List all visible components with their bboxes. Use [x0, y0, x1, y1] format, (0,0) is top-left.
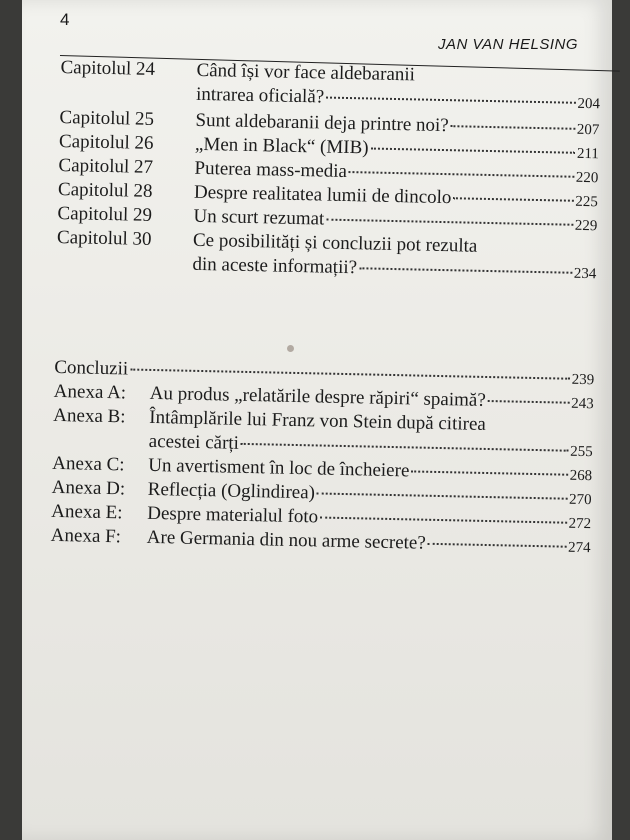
entry-page: 274 [567, 539, 591, 557]
entry-title-line: intrarea oficială? [195, 83, 325, 108]
dot-leader [326, 219, 573, 226]
dot-leader [130, 369, 570, 380]
entry-label: Capitolul 29 [57, 202, 153, 226]
entry-title-line: Despre materialul foto [147, 502, 319, 528]
entry-title-line: Despre realitatea lumii de dincolo [193, 181, 452, 209]
dot-leader [320, 517, 567, 524]
entry-title-line: Are Germania din nou arme secrete? [146, 526, 426, 554]
entry-label: Anexa D: [51, 476, 126, 500]
entry-page: 211 [576, 145, 600, 163]
entry-page: 268 [569, 467, 593, 485]
entry-page: 204 [577, 95, 601, 113]
entry-text [196, 59, 601, 116]
toc-entry [56, 226, 597, 285]
entry-title-line: Sunt aldebaranii deja printre noi? [195, 109, 449, 137]
entry-label: Anexa E: [51, 500, 123, 524]
dot-leader [488, 400, 569, 404]
entry-label: Capitolul 25 [59, 106, 155, 130]
toc-entry [53, 404, 594, 463]
entry-title-line: acestei cărți [148, 430, 240, 454]
entry-title-line: Concluzii [54, 356, 129, 380]
dot-leader [453, 197, 573, 202]
entry-label: Capitolul 26 [58, 130, 154, 154]
entry-label: Capitolul 30 [56, 226, 152, 250]
entry-label: Capitolul 28 [57, 178, 153, 202]
entry-page: 234 [573, 265, 597, 283]
entry-title-line: Au produs „relatările despre răpiri“ spaimă? [149, 382, 486, 411]
entry-page: 229 [574, 217, 598, 235]
entry-title-line: Ce posibilități și concluzii pot rezulta [192, 229, 478, 257]
entry-page: 207 [576, 121, 600, 139]
dot-leader [241, 443, 568, 452]
entry-title-line: Întâmplările lui Franz von Stein după citirea [149, 406, 487, 435]
dot-leader [359, 267, 572, 273]
dot-leader [317, 492, 567, 499]
page-number: 4 [60, 10, 70, 29]
dot-leader [451, 125, 575, 130]
entry-title-line: Puterea mass-media [194, 157, 348, 183]
entry-title-line: Un avertisment în loc de încheiere [148, 454, 410, 482]
entry-label: Anexa B: [53, 404, 126, 428]
entry-title-line: Reflecția (Oglindirea) [147, 478, 316, 504]
entry-label: Capitolul 27 [58, 154, 154, 178]
running-header: JAN VAN HELSING [437, 36, 578, 53]
entry-title-line: din aceste informații? [192, 253, 358, 279]
entry-label: Anexa F: [50, 524, 122, 548]
entry-page: 255 [569, 443, 593, 461]
entry-page: 220 [575, 169, 599, 187]
paper-stain [287, 345, 294, 352]
dot-leader [326, 97, 575, 104]
entry-title-line: „Men in Black“ (MIB) [194, 133, 369, 159]
entry-page: 272 [568, 515, 592, 533]
entry-page: 225 [575, 193, 599, 211]
entry-text [192, 229, 597, 286]
book-page [22, 0, 612, 840]
toc-entry [54, 356, 595, 389]
entry-label: Anexa A: [53, 380, 127, 404]
entry-title-line: Un scurt rezumat [193, 205, 325, 230]
entry-page: 243 [570, 395, 594, 413]
dot-leader [411, 470, 567, 475]
entry-title-line: Când își vor face aldebaranii [196, 59, 416, 86]
dot-leader [371, 147, 575, 153]
toc-entry [60, 56, 601, 115]
dot-leader [428, 543, 566, 548]
dot-leader [349, 171, 574, 178]
entry-page: 270 [568, 491, 592, 509]
entry-page: 239 [571, 371, 595, 389]
entry-label: Anexa C: [52, 452, 125, 476]
entry-label: Capitolul 24 [60, 56, 156, 80]
